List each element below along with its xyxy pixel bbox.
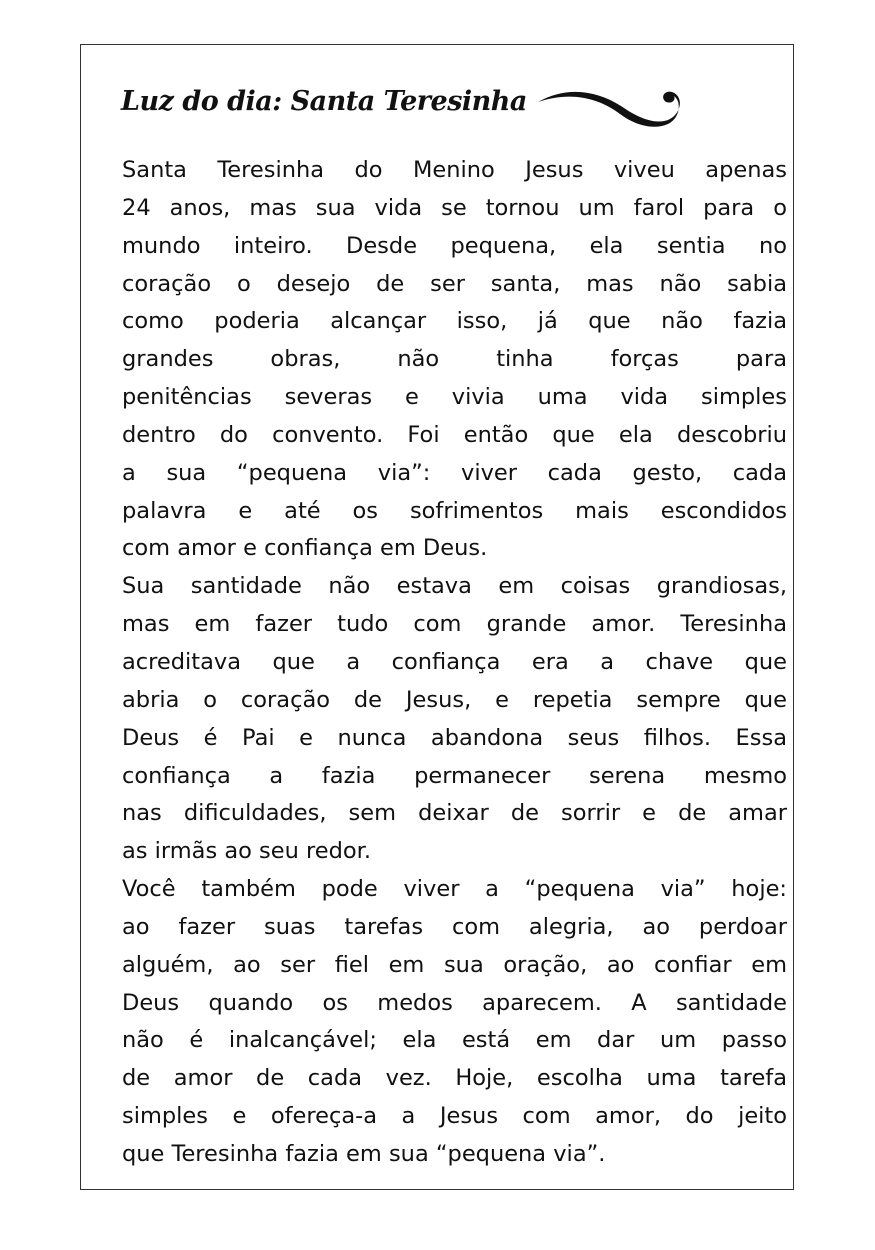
paragraph-1-line: dentro do convento. Foi então que ela descobriu [122, 421, 787, 448]
paragraph-1-line: com amor e confiança em Deus. [122, 535, 488, 562]
paragraph-3-line: Deus quando os medos aparecem. A santidade [122, 989, 787, 1016]
paragraph-1-line: a sua “pequena via”: viver cada gesto, cada [122, 459, 787, 486]
paragraph-1-line: mundo inteiro. Desde pequena, ela sentia no [122, 232, 787, 259]
paragraph-3-line: simples e ofereça-a a Jesus com amor, do jeito [122, 1103, 787, 1130]
paragraph-3-line: ao fazer suas tarefas com alegria, ao perdoar [122, 913, 787, 940]
article-body [122, 152, 787, 1174]
paragraph-3-line: que Teresinha fazia em sua “pequena via”. [122, 1140, 606, 1167]
paragraph-1-line: penitências severas e vivia uma vida simples [122, 384, 787, 411]
paragraph-2-line: acreditava que a confiança era a chave que [122, 648, 787, 675]
paragraph-3-line: alguém, ao ser fiel em sua oração, ao confiar em [122, 951, 787, 978]
paragraph-2-line: abria o coração de Jesus, e repetia sempre que [122, 686, 787, 713]
page-title: Luz do dia: Santa Teresinha [121, 86, 527, 117]
paragraph-3-line: de amor de cada vez. Hoje, escolha uma tarefa [122, 1065, 787, 1092]
paragraph-2-line: as irmãs ao seu redor. [122, 838, 372, 865]
paragraph-1-line: palavra e até os sofrimentos mais escondidos [122, 497, 787, 524]
paragraph-1-line: grandes obras, não tinha forças para [122, 346, 787, 373]
paragraph-2-line: Deus é Pai e nunca abandona seus filhos. Essa [122, 724, 787, 751]
paragraph-3-line: Você também pode viver a “pequena via” hoje: [122, 876, 787, 903]
paragraph-2-line: nas dificuldades, sem deixar de sorrir e de amar [122, 800, 787, 827]
paragraph-2-line: Sua santidade não estava em coisas grandiosas, [122, 573, 787, 600]
paragraph-2-line: mas em fazer tudo com grande amor. Teresinha [122, 611, 787, 638]
decorative-swash-icon [536, 84, 686, 134]
paragraph-1-line: Santa Teresinha do Menino Jesus viveu apenas [122, 157, 787, 183]
paragraph-1-line: como poderia alcançar isso, já que não fazia [122, 308, 787, 335]
paragraph-1-line: coração o desejo de ser santa, mas não sabia [122, 270, 787, 297]
paragraph-3-line: não é inalcançável; ela está em dar um passo [122, 1027, 787, 1054]
paragraph-1-line: 24 anos, mas sua vida se tornou um farol para o [122, 194, 787, 221]
paragraph-2-line: confiança a fazia permanecer serena mesmo [122, 762, 787, 789]
